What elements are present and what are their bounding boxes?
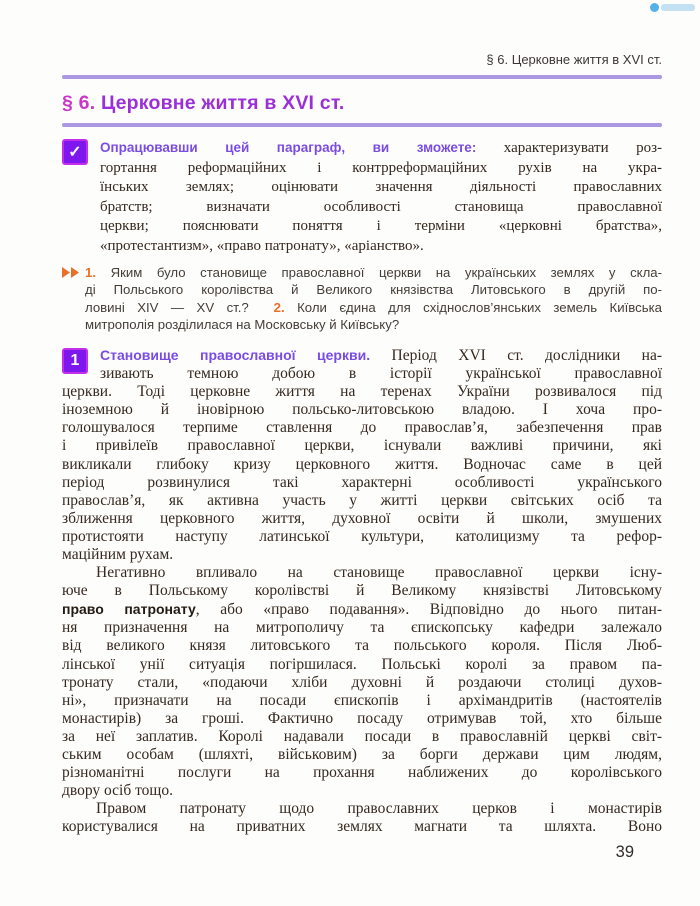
logo-text-bar (661, 4, 695, 11)
body-line (62, 600, 662, 619)
body-line: іноземною й іновірною польсько-литовською владою. І хоча про- (62, 401, 662, 419)
chapter-title-text: Церковне життя в XVI ст. (100, 92, 345, 114)
question-line: митрополія розділилася на Московську й Київську? (85, 317, 400, 333)
objectives-line: «протестантизм», «право патронату», «аріанство». (100, 237, 424, 254)
objectives-line: гортання реформаційних і контрреформаційних рухів на укра- (100, 159, 662, 176)
body-line: ським особам (шляхті, військовим) за борги держави цим людям, (62, 746, 662, 763)
body-line: тронату стали, «подаючи хліби духовні й роздаючи столиці духов- (62, 673, 662, 691)
section-number-badge: 1 (62, 348, 88, 374)
objectives-line: братств; визначати особливості становища православної (100, 198, 662, 215)
logo-circle-icon (650, 3, 659, 12)
objectives-line: їнських землях; оцінювати значення діяльності православних (100, 179, 662, 196)
body-line-rest: , або «право подавання». Відповідно до нього питан- (195, 601, 662, 619)
question-line (85, 299, 662, 317)
section-heading-rest: Період XVI ст. дослідники на- (391, 346, 662, 364)
questions-text (85, 264, 662, 334)
objectives-block (62, 138, 662, 257)
body-line: різноманітні послуги на прохання наближених до королівського (62, 764, 662, 782)
body-line: ні», призначати на посади єпископів і архімандритів (настоятелів (62, 691, 662, 709)
body-line: двору осіб тощо. (62, 782, 173, 800)
question-2-number: 2. (273, 299, 285, 315)
body-line: монастирів) за гроші. Фактично посаду отримував той, хто більше (62, 709, 662, 727)
body-line: зивають темною добою в історії української православної (100, 365, 662, 383)
chapter-number: § 6. (62, 92, 96, 114)
objectives-text (100, 138, 662, 257)
objectives-lead: Опрацювавши цей параграф, ви зможете: (100, 140, 477, 155)
body-line: користувалися на приватних землях магнати та шляхта. Воно (62, 818, 662, 836)
body-line: викликали глибоку кризу церковного життя. Водночас саме в цей (62, 455, 662, 473)
body-line: ня призначення на митрополичу та єпископську кафедри залежало (62, 619, 662, 637)
double-arrow-icon (62, 264, 85, 334)
question-1-end: ловині XIV — XV ст.? (85, 299, 249, 315)
body-line: церкви. Тоді церковне життя на теренах України розвивалося під (62, 383, 662, 401)
body-line: лінської унії ситуація погіршилася. Польські королі за правом па- (62, 655, 662, 673)
question-2-text: Коли єдина для східнослов’янських земель Київська (297, 299, 662, 315)
title-rule (62, 123, 662, 127)
question-line (85, 264, 662, 282)
running-head: § 6. Церковне життя в XVI ст. (486, 52, 662, 67)
body-line: період розвинулися такі характерні особливості українського (62, 473, 662, 491)
body-line: зближення церковного життя, духовної освіти й школи, змушених (62, 509, 662, 527)
checkmark-icon: ✓ (62, 139, 88, 165)
question-1-text: Яким було становище православної церкви на українських землях у скла- (110, 264, 662, 280)
body-line: юче в Польському королівстві й Великому князівстві Литовському (62, 582, 662, 600)
body-line: Негативно впливало на становище православної церкви існу- (96, 564, 662, 582)
objectives-line (100, 138, 662, 159)
body-line: маційним рухам. (62, 545, 174, 563)
body-line: Правом патронату щодо православних церков і монастирів (96, 800, 662, 818)
section-heading: Становище православної церкви. (100, 346, 371, 363)
questions-block (62, 264, 662, 334)
objectives-lead-rest: характеризувати роз- (503, 140, 662, 156)
body-line: православ’я, як активна участь у житті церкви світських осіб та (62, 491, 662, 509)
section-1-body (62, 346, 662, 837)
body-line (62, 346, 662, 365)
question-1-number: 1. (85, 264, 96, 280)
body-line: за неї заплатив. Королі надавали посади в православній церкві світ- (62, 727, 662, 745)
body-line: голошувалося терпиме ставлення до православ’я, забезпечення прав (62, 419, 662, 437)
question-line: ді Польського королівства й Великого князівства Литовського в другій по- (85, 282, 662, 298)
objectives-line: церкви; пояснювати поняття і терміни «церковні братства», (100, 218, 662, 235)
publisher-watermark-logo (650, 3, 695, 12)
body-line: і привілеїв православної церкви, існували важливі причини, які (62, 437, 662, 455)
key-term: право патронату (62, 601, 196, 618)
header-rule (62, 75, 662, 79)
body-line: протистояти наступу латинської культури, католицизму та рефор- (62, 527, 662, 545)
chapter-title (62, 91, 662, 115)
body-line: від великого князя литовського та польського короля. Після Люб- (62, 637, 662, 655)
page-number: 39 (615, 843, 634, 861)
